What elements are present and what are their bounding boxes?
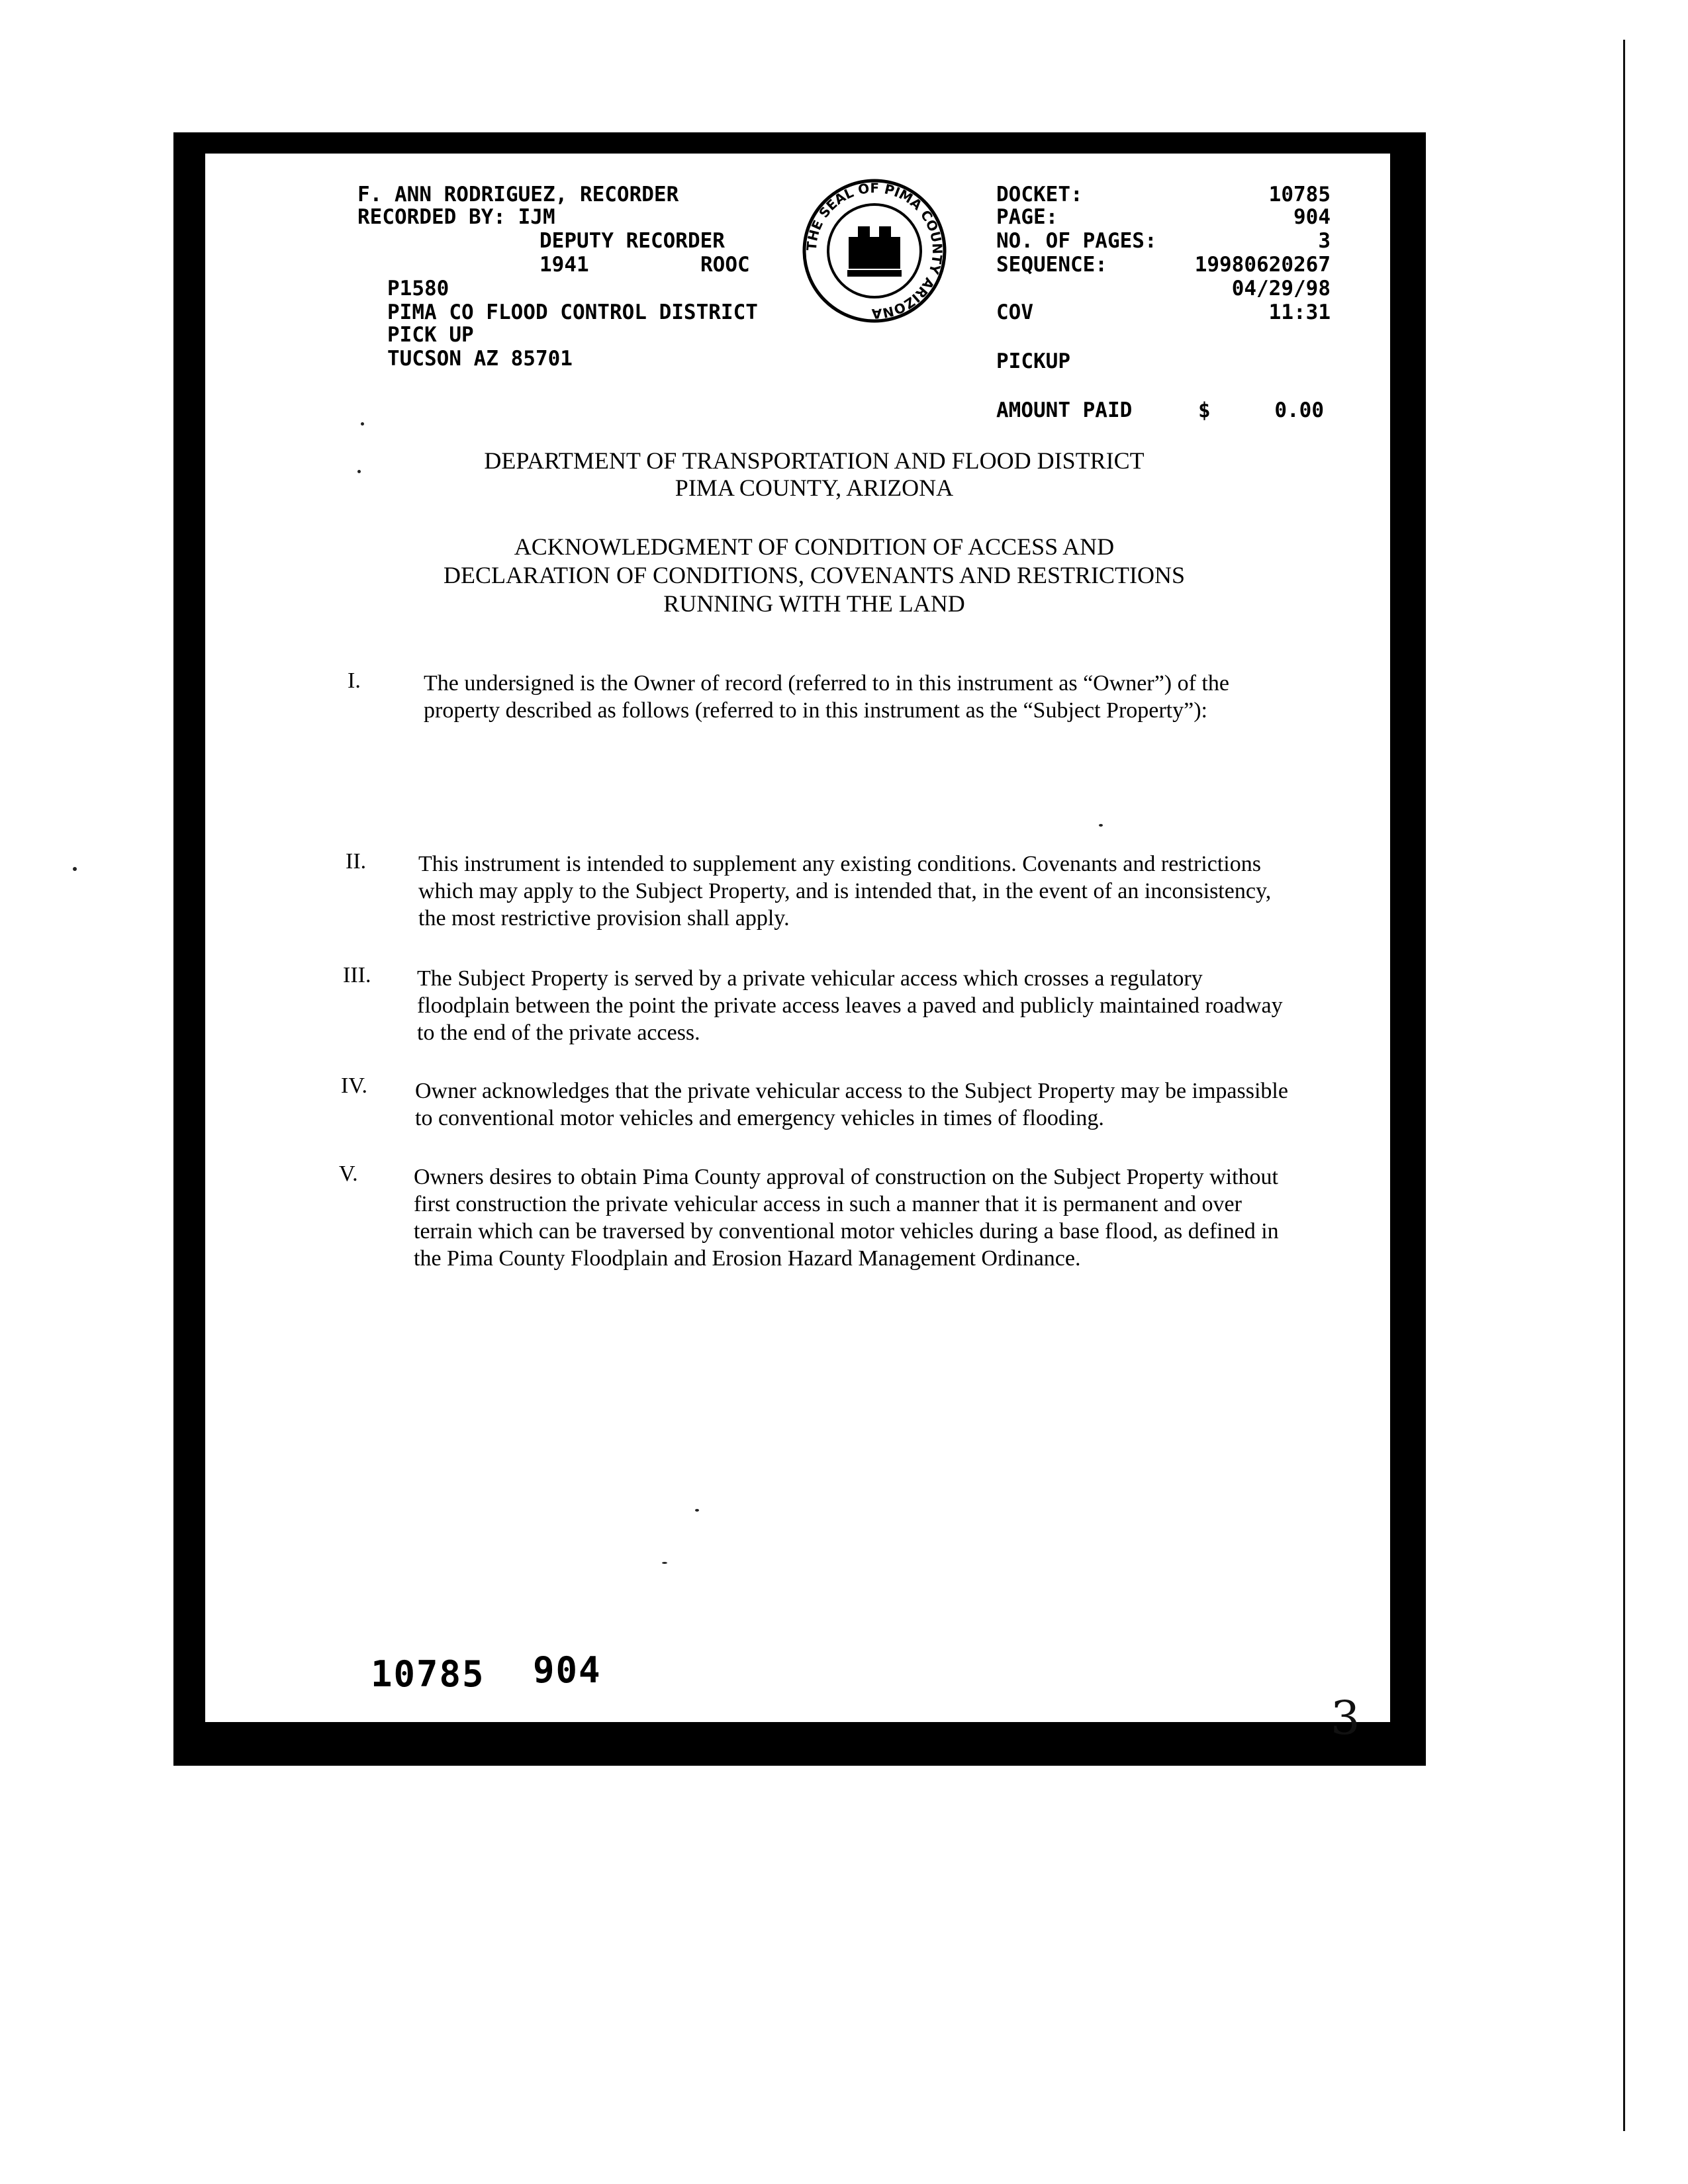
footer-page: 904 [533, 1649, 602, 1691]
item-text: Owner acknowledges that the private vehicular access to the Subject Property may be impassible to conventional motor vehicles and emergency vehicles in times of flooding. [415, 1079, 1288, 1130]
svg-text:THE SEAL OF PIMA COUNTY ARIZON: THE SEAL OF PIMA COUNTY ARIZONA [803, 179, 946, 322]
document-title-line2: DECLARATION OF CONDITIONS, COVENANTS AND RESTRICTIONS [443, 562, 1186, 588]
pima-county-seal-icon [801, 177, 948, 324]
account-number: P1580 [387, 277, 449, 300]
recorder-name: F. ANN RODRIGUEZ, RECORDER [357, 183, 679, 206]
item-text: Owners desires to obtain Pima County approval of construction on the Subject Property without first construction the private vehicular access in such a manner that it is permanent and over terrain which can be traversed by conventional motor vehicles during a base flood, as defined in the Pima County Floodplain and Erosion Hazard Management Ordinance. [414, 1165, 1279, 1271]
department-county: PIMA COUNTY, ARIZONA [675, 475, 954, 501]
handwritten-page-number: 3 [1331, 1691, 1360, 1745]
pages-value: 3 [1318, 229, 1331, 253]
sequence-label: SEQUENCE: [996, 253, 1107, 277]
item-text: The Subject Property is served by a private vehicular access which crosses a regulatory floodplain between the point the private access leaves a paved and publicly maintained roadway to the end of the private access. [417, 966, 1283, 1045]
item-number: III. [343, 963, 371, 987]
document-page [205, 154, 1390, 1722]
item-number: II. [346, 849, 367, 874]
item-number: IV. [341, 1073, 367, 1098]
item-number: I. [348, 668, 361, 693]
scan-speck [662, 1562, 667, 1564]
pickup-line: PICK UP [387, 323, 474, 347]
page-label: PAGE: [996, 205, 1058, 229]
footer-docket: 10785 [371, 1653, 485, 1695]
page-value: 904 [1293, 205, 1331, 229]
scan-edge [1623, 40, 1625, 2131]
addressee: PIMA CO FLOOD CONTROL DISTRICT [387, 300, 758, 324]
amount-value: 0.00 [1274, 398, 1324, 422]
scan-speck [73, 867, 77, 871]
record-time: 11:31 [1268, 300, 1331, 324]
scan-speck [361, 422, 364, 426]
record-date: 04/29/98 [1231, 277, 1331, 300]
recorded-by: RECORDED BY: IJM [357, 205, 555, 229]
scan-speck [357, 470, 361, 473]
department-name: DEPARTMENT OF TRANSPORTATION AND FLOOD DISTRICT [484, 447, 1145, 474]
amount-currency: $ [1198, 398, 1211, 422]
recorder-code-b: ROOC [700, 253, 750, 277]
item-number: V. [339, 1161, 358, 1186]
scan-speck [1099, 824, 1103, 827]
pickup-status: PICKUP [996, 349, 1070, 373]
sequence-value: 19980620267 [1194, 253, 1331, 277]
pages-label: NO. OF PAGES: [996, 229, 1157, 253]
document-title-line1: ACKNOWLEDGMENT OF CONDITION OF ACCESS AND [514, 533, 1115, 560]
city-line: TUCSON AZ 85701 [387, 347, 573, 371]
docket-value: 10785 [1268, 183, 1331, 206]
docket-label: DOCKET: [996, 183, 1083, 206]
item-text: This instrument is intended to supplement any existing conditions. Covenants and restrictions which may apply to the Subject Property, and is intended that, in the event of an inconsistency, the most restrictive provision shall apply. [418, 852, 1272, 931]
document-title-line3: RUNNING WITH THE LAND [663, 590, 965, 617]
item-text: The undersigned is the Owner of record (referred to in this instrument as “Owner”) of the property described as follows (referred to in this instrument as the “Subject Property”): [424, 671, 1229, 723]
recorder-code-a: 1941 [539, 253, 589, 277]
amount-label: AMOUNT PAID [996, 398, 1133, 422]
deputy-recorder: DEPUTY RECORDER [539, 229, 725, 253]
record-type: COV [996, 300, 1033, 324]
scan-speck [695, 1509, 699, 1512]
